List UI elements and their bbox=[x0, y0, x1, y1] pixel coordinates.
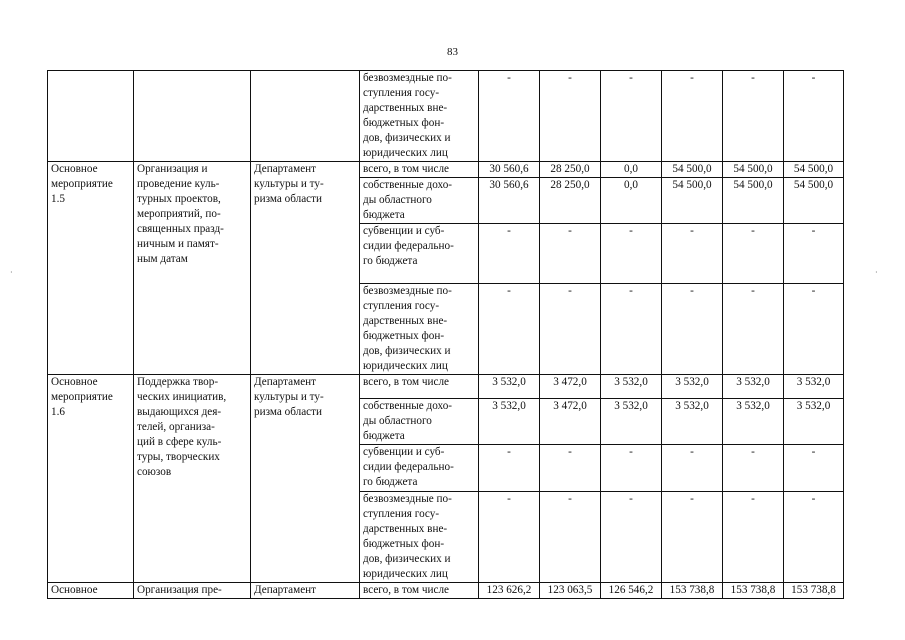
amount-cell: 3 532,0 bbox=[601, 375, 662, 399]
amount-cell: - bbox=[723, 224, 784, 284]
amount-cell: 3 472,0 bbox=[540, 399, 601, 445]
table-row bbox=[48, 162, 844, 178]
funding-source-cell: безвозмездные по- ступления госу- дарственных вне- бюджетных фон- дов, физических и юридических лиц bbox=[360, 492, 479, 583]
amount-cell: - bbox=[723, 71, 784, 162]
amount-cell: - bbox=[540, 224, 601, 284]
amount-cell: 54 500,0 bbox=[662, 178, 723, 224]
amount-cell: 54 500,0 bbox=[723, 178, 784, 224]
amount-cell: 28 250,0 bbox=[540, 178, 601, 224]
amount-cell: 3 532,0 bbox=[784, 399, 844, 445]
amount-cell: - bbox=[662, 284, 723, 375]
activity-cell bbox=[48, 71, 134, 162]
page-number: 83 bbox=[447, 46, 458, 58]
amount-cell: - bbox=[479, 492, 540, 583]
funding-source-cell: безвозмездные по- ступления госу- дарственных вне- бюджетных фон- дов, физических и юридических лиц bbox=[360, 71, 479, 162]
title-cell: Поддержка твор- ческих инициатив, выдающихся дея- телей, организа- ций в сфере куль- туры, творческих союзов bbox=[134, 375, 251, 583]
funding-source-cell: всего, в том числе bbox=[360, 162, 479, 178]
amount-cell: - bbox=[479, 224, 540, 284]
funding-source-cell: субвенции и суб- сидии федерально- го бюджета bbox=[360, 445, 479, 492]
amount-cell: - bbox=[784, 445, 844, 492]
amount-cell: 30 560,6 bbox=[479, 162, 540, 178]
funding-source-cell: субвенции и суб- сидии федерально- го бюджета bbox=[360, 224, 479, 284]
amount-cell: 3 532,0 bbox=[723, 399, 784, 445]
amount-cell: 153 738,8 bbox=[662, 583, 723, 599]
executor-cell: Департамент bbox=[251, 583, 360, 599]
table-row bbox=[48, 583, 844, 599]
amount-cell: - bbox=[784, 492, 844, 583]
executor-cell: Департамент культуры и ту- ризма области bbox=[251, 375, 360, 583]
amount-cell: 153 738,8 bbox=[723, 583, 784, 599]
amount-cell: 126 546,2 bbox=[601, 583, 662, 599]
amount-cell: 3 532,0 bbox=[784, 375, 844, 399]
executor-cell: Департамент культуры и ту- ризма области bbox=[251, 162, 360, 375]
amount-cell: - bbox=[784, 224, 844, 284]
scan-speck: · bbox=[10, 268, 13, 277]
title-cell: Организация и проведение куль- турных проектов, мероприятий, по- священных празд- ничным и памят- ным датам bbox=[134, 162, 251, 375]
amount-cell: 54 500,0 bbox=[662, 162, 723, 178]
amount-cell: - bbox=[784, 71, 844, 162]
amount-cell: 0,0 bbox=[601, 178, 662, 224]
amount-cell: 123 063,5 bbox=[540, 583, 601, 599]
funding-source-cell: безвозмездные по- ступления госу- дарственных вне- бюджетных фон- дов, физических и юридических лиц bbox=[360, 284, 479, 375]
amount-cell: 3 532,0 bbox=[662, 399, 723, 445]
amount-cell: - bbox=[601, 284, 662, 375]
amount-cell: - bbox=[540, 492, 601, 583]
amount-cell: - bbox=[723, 492, 784, 583]
amount-cell: - bbox=[662, 71, 723, 162]
table-row bbox=[48, 375, 844, 399]
amount-cell: 153 738,8 bbox=[784, 583, 844, 599]
amount-cell: - bbox=[662, 224, 723, 284]
amount-cell: - bbox=[540, 445, 601, 492]
amount-cell: - bbox=[723, 284, 784, 375]
amount-cell: - bbox=[662, 445, 723, 492]
funding-source-cell: собственные дохо- ды областного бюджета bbox=[360, 399, 479, 445]
amount-cell: - bbox=[601, 71, 662, 162]
amount-cell: 123 626,2 bbox=[479, 583, 540, 599]
activity-cell: Основное мероприятие 1.5 bbox=[48, 162, 134, 375]
amount-cell: 54 500,0 bbox=[784, 178, 844, 224]
budget-table bbox=[47, 70, 844, 599]
amount-cell: 3 532,0 bbox=[479, 399, 540, 445]
executor-cell bbox=[251, 71, 360, 162]
amount-cell: - bbox=[479, 284, 540, 375]
amount-cell: - bbox=[479, 71, 540, 162]
amount-cell: - bbox=[784, 284, 844, 375]
amount-cell: 3 532,0 bbox=[601, 399, 662, 445]
amount-cell: - bbox=[479, 445, 540, 492]
amount-cell: 3 472,0 bbox=[540, 375, 601, 399]
amount-cell: - bbox=[601, 445, 662, 492]
amount-cell: 0,0 bbox=[601, 162, 662, 178]
amount-cell: - bbox=[662, 492, 723, 583]
funding-source-cell: всего, в том числе bbox=[360, 583, 479, 599]
funding-source-cell: собственные дохо- ды областного бюджета bbox=[360, 178, 479, 224]
amount-cell: - bbox=[723, 445, 784, 492]
title-cell: Организация пре- bbox=[134, 583, 251, 599]
amount-cell: - bbox=[540, 284, 601, 375]
scan-speck: · bbox=[875, 268, 878, 277]
amount-cell: 54 500,0 bbox=[784, 162, 844, 178]
amount-cell: 3 532,0 bbox=[662, 375, 723, 399]
amount-cell: 3 532,0 bbox=[479, 375, 540, 399]
amount-cell: 28 250,0 bbox=[540, 162, 601, 178]
title-cell bbox=[134, 71, 251, 162]
amount-cell: - bbox=[540, 71, 601, 162]
amount-cell: - bbox=[601, 224, 662, 284]
amount-cell: 54 500,0 bbox=[723, 162, 784, 178]
table-row bbox=[48, 71, 844, 162]
amount-cell: 3 532,0 bbox=[723, 375, 784, 399]
amount-cell: 30 560,6 bbox=[479, 178, 540, 224]
activity-cell: Основное bbox=[48, 583, 134, 599]
funding-source-cell: всего, в том числе bbox=[360, 375, 479, 399]
activity-cell: Основное мероприятие 1.6 bbox=[48, 375, 134, 583]
amount-cell: - bbox=[601, 492, 662, 583]
